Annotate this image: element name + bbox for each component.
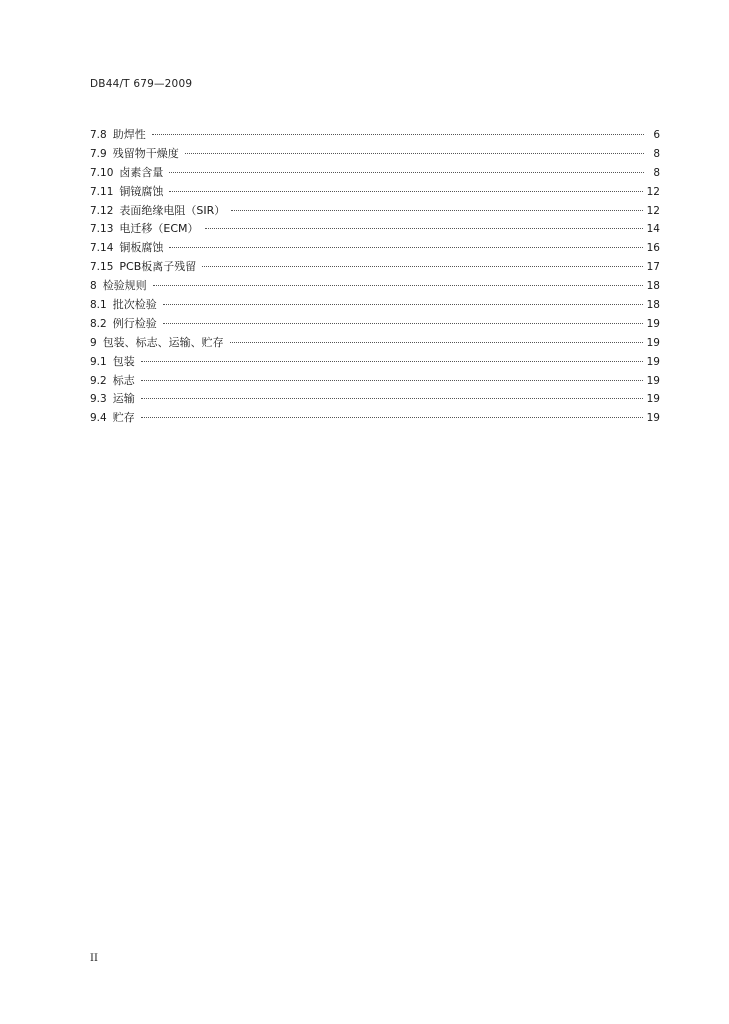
toc-entry-number: 7.9 <box>90 147 107 160</box>
toc-leader-dots <box>169 191 642 192</box>
toc-leader-dots <box>169 247 642 248</box>
toc-entry-number: 9.4 <box>90 412 107 425</box>
toc-entry[interactable] <box>90 183 660 202</box>
toc-entry-page: 18 <box>646 280 660 293</box>
toc-entry-number: 8 <box>90 280 97 293</box>
toc-entry-title: 包装、标志、运输、贮存 <box>102 335 224 349</box>
toc-leader-dots <box>202 266 642 267</box>
toc-entry-number: 8.2 <box>90 317 107 330</box>
document-code: DB44/T 679—2009 <box>90 78 193 90</box>
toc-entry[interactable] <box>90 372 660 391</box>
toc-entry-page: 14 <box>646 223 660 236</box>
toc-entry[interactable] <box>90 258 660 277</box>
toc-entry[interactable] <box>90 202 660 221</box>
toc-entry-number: 7.13 <box>90 223 114 236</box>
toc-entry-page: 18 <box>646 299 660 312</box>
toc-entry-page: 19 <box>646 374 660 387</box>
toc-entry-number: 7.10 <box>90 166 114 179</box>
toc-entry-page: 8 <box>653 147 660 160</box>
toc-leader-dots <box>169 172 644 173</box>
toc-leader-dots <box>185 153 644 154</box>
toc-entry-number: 9.3 <box>90 393 107 406</box>
toc-leader-dots <box>141 361 643 362</box>
toc-leader-dots <box>230 342 643 343</box>
toc-entry-title: 助焊性 <box>112 128 146 141</box>
toc-leader-dots <box>205 228 643 229</box>
toc-leader-dots <box>163 304 643 305</box>
toc-entry[interactable] <box>90 126 660 145</box>
toc-entry[interactable] <box>90 353 660 372</box>
toc-leader-dots <box>152 134 644 135</box>
toc-entry-page: 16 <box>646 242 660 255</box>
toc-entry-page: 8 <box>653 166 660 179</box>
toc-entry-page: 17 <box>646 261 660 274</box>
toc-entry-title: 例行检验 <box>112 316 157 330</box>
toc-entry-title: 运输 <box>112 392 135 406</box>
toc-entry-page: 19 <box>646 355 660 368</box>
toc-entry-page: 12 <box>646 185 660 198</box>
toc-entry-title: 包装 <box>112 354 135 368</box>
toc-entry[interactable] <box>90 334 660 353</box>
toc-entry-number: 7.14 <box>90 242 114 255</box>
table-of-contents <box>90 126 660 428</box>
toc-entry-title: 卤素含量 <box>119 165 164 179</box>
toc-leader-dots <box>231 210 642 211</box>
toc-entry-title: 电迁移（ECM） <box>119 222 199 236</box>
toc-entry-page: 12 <box>646 204 660 217</box>
toc-entry-title: 残留物干燥度 <box>112 146 179 160</box>
toc-entry-number: 7.12 <box>90 204 114 217</box>
toc-entry-number: 9 <box>90 336 97 349</box>
toc-leader-dots <box>141 417 643 418</box>
toc-entry-title: PCB板离子残留 <box>119 260 197 274</box>
toc-leader-dots <box>141 380 643 381</box>
toc-entry-title: 检验规则 <box>102 279 147 293</box>
toc-entry-page: 19 <box>646 317 660 330</box>
toc-entry-page: 19 <box>646 412 660 425</box>
page-number: II <box>90 953 98 964</box>
toc-entry[interactable] <box>90 409 660 428</box>
toc-entry[interactable] <box>90 315 660 334</box>
toc-entry[interactable] <box>90 220 660 239</box>
toc-entry[interactable] <box>90 145 660 164</box>
toc-entry-title: 标志 <box>112 373 135 387</box>
toc-entry[interactable] <box>90 390 660 409</box>
toc-entry-title: 表面绝缘电阻（SIR） <box>119 203 226 217</box>
toc-entry-number: 7.8 <box>90 129 107 141</box>
toc-entry-number: 9.1 <box>90 355 107 368</box>
toc-entry-page: 6 <box>653 129 660 141</box>
toc-entry-title: 铜镜腐蚀 <box>119 184 164 198</box>
toc-entry[interactable] <box>90 296 660 315</box>
toc-entry-title: 贮存 <box>112 411 135 425</box>
toc-entry-page: 19 <box>646 393 660 406</box>
toc-entry-title: 批次检验 <box>112 298 157 312</box>
toc-leader-dots <box>141 398 643 399</box>
toc-entry[interactable] <box>90 164 660 183</box>
toc-entry-number: 8.1 <box>90 299 107 312</box>
toc-entry-number: 7.15 <box>90 261 114 274</box>
toc-leader-dots <box>153 285 643 286</box>
toc-entry[interactable] <box>90 239 660 258</box>
toc-entry-title: 铜板腐蚀 <box>119 241 164 255</box>
toc-entry-page: 19 <box>646 336 660 349</box>
toc-entry-number: 9.2 <box>90 374 107 387</box>
toc-entry-number: 7.11 <box>90 185 114 198</box>
toc-entry[interactable] <box>90 277 660 296</box>
toc-leader-dots <box>163 323 643 324</box>
